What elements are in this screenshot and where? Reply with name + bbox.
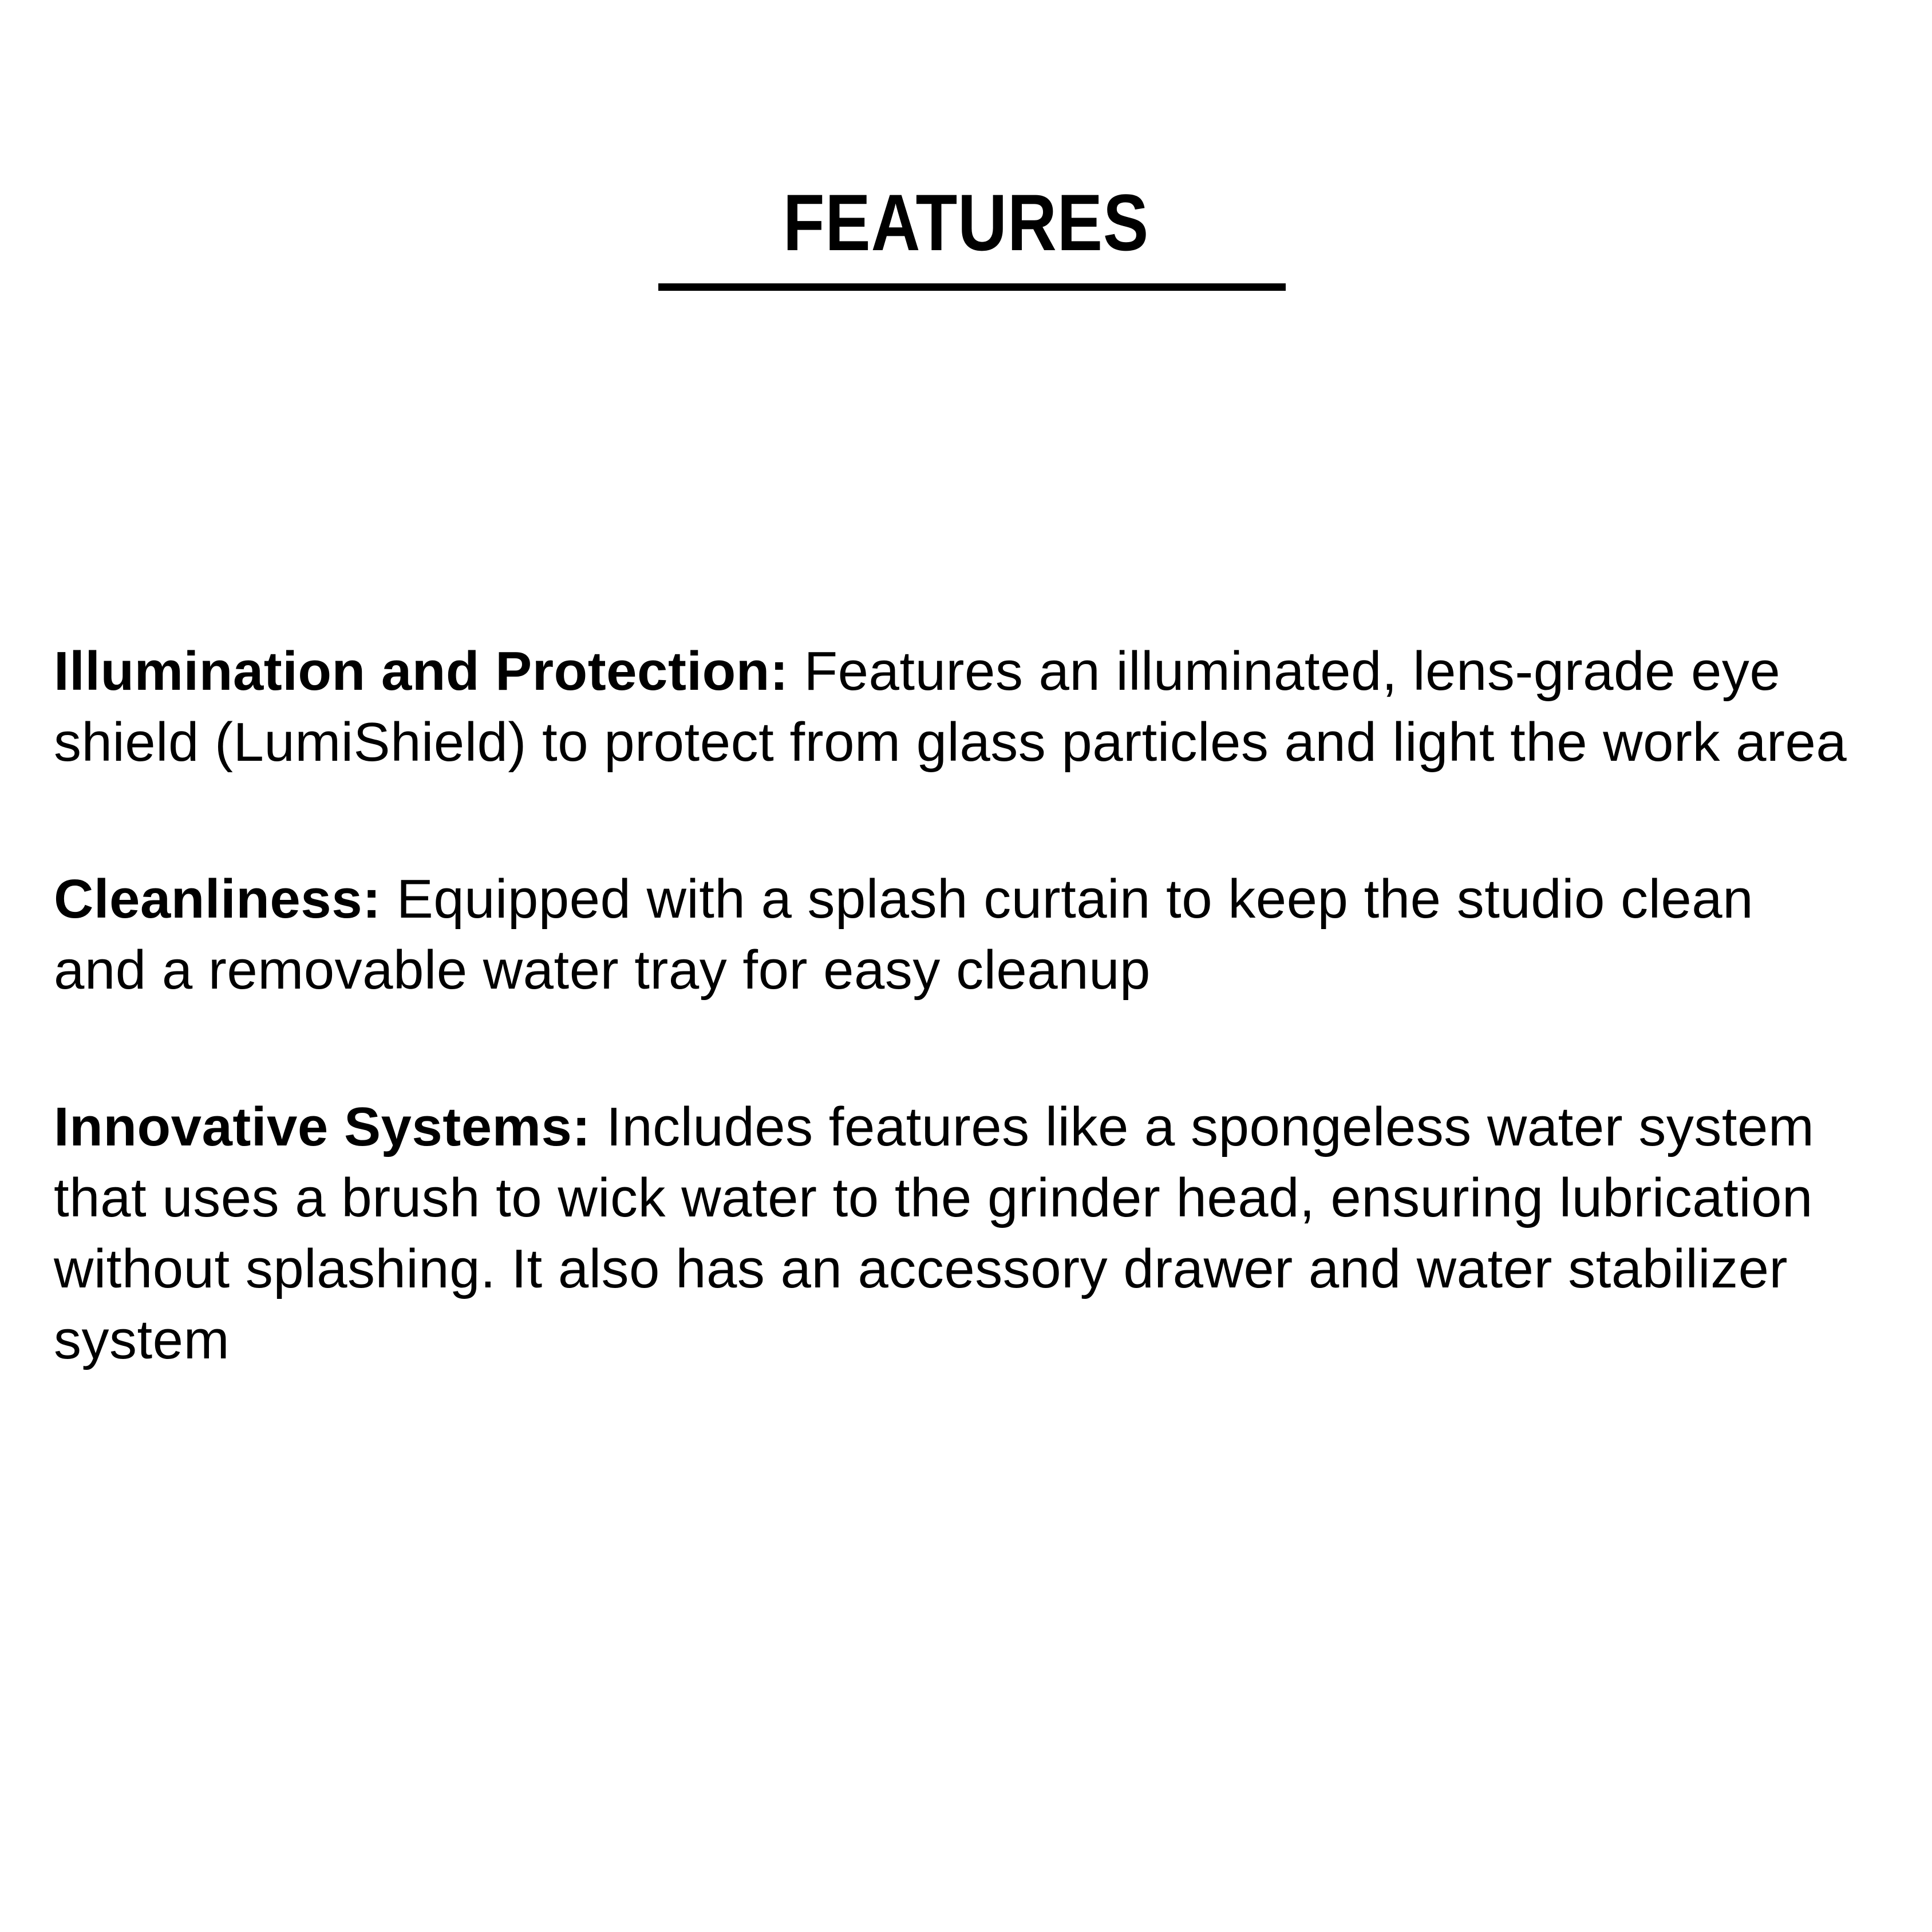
feature-description: Includes features like a spongeless water system that uses a brush to wick water to the grinder head, ensuring lubrication without splashing. It also has an accessory drawer and water stabilizer system — [54, 1096, 1815, 1370]
feature-item-innovative-systems — [54, 1092, 1855, 1376]
feature-description: Features an illuminated, lens-grade eye shield (LumiShield) to protect from glass particles and light the work area — [54, 641, 1847, 773]
page-title: FEATURES — [783, 177, 1149, 267]
title-underline — [658, 283, 1286, 291]
feature-item-cleanliness — [54, 864, 1855, 1006]
feature-item-illumination-and-protection — [54, 636, 1855, 778]
features-list — [54, 636, 1855, 1376]
feature-label: Cleanliness: — [54, 868, 381, 930]
feature-label: Illumination and Protection: — [54, 641, 789, 702]
feature-label: Innovative Systems: — [54, 1096, 591, 1157]
feature-description: Equipped with a splash curtain to keep the studio clean and a removable water tray for easy cleanup — [54, 868, 1754, 1001]
header — [0, 0, 1932, 321]
